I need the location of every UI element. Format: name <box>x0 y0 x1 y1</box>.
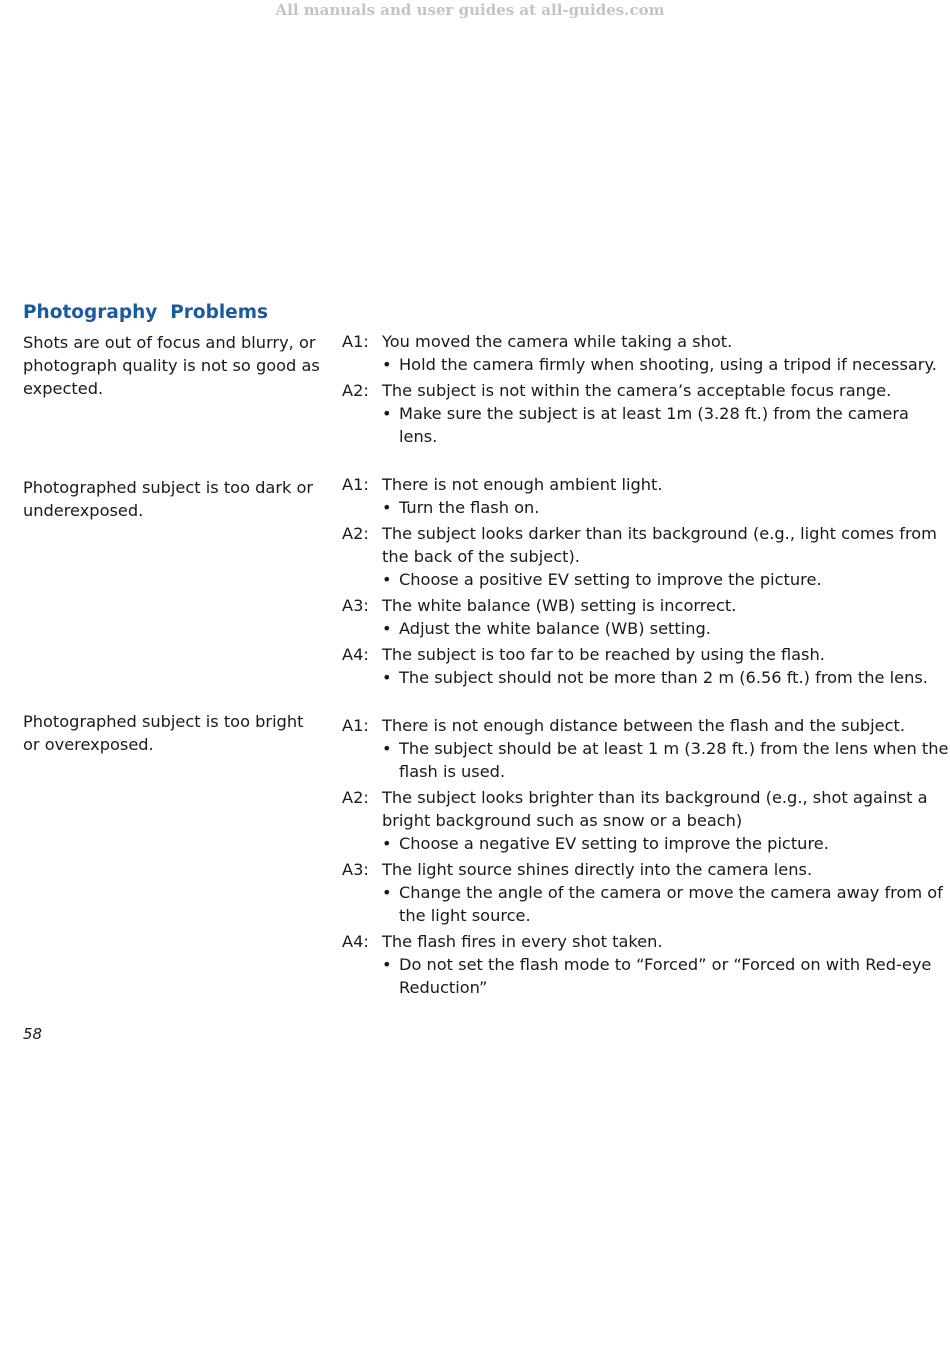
answer-cause: The subject looks brighter than its background (e.g., shot against a bright background such as snow or a beach) <box>382 788 928 830</box>
answer-solution <box>382 666 950 689</box>
answer-label: A1: <box>342 716 369 735</box>
bullet-icon: • <box>382 404 392 423</box>
answer-label: A1: <box>342 332 369 351</box>
answer-list <box>342 330 950 451</box>
answer-label: A4: <box>342 645 369 664</box>
solution-text: The subject should be at least 1 m (3.28 ft.) from the lens when the flash is used. <box>399 739 949 781</box>
answer-cause: There is not enough distance between the flash and the subject. <box>382 716 905 735</box>
answer-cause: You moved the camera while taking a shot. <box>382 332 733 351</box>
solution-text: Do not set the flash mode to “Forced” or “Forced on with Red-eye Reduction” <box>399 955 932 997</box>
answer-label: A1: <box>342 475 369 494</box>
answer-list <box>342 714 950 1002</box>
answer-cause: The subject looks darker than its background (e.g., light comes from the back of the subject). <box>382 524 937 566</box>
answer-solution <box>382 832 950 855</box>
answer-solution <box>382 402 950 448</box>
answer-label: A3: <box>342 596 369 615</box>
answer-item <box>342 473 950 519</box>
answer-cause: The subject is not within the camera’s acceptable focus range. <box>382 381 892 400</box>
answer-label: A4: <box>342 932 369 951</box>
bullet-icon: • <box>382 739 392 758</box>
answer-solution <box>382 353 950 376</box>
answer-cause: The white balance (WB) setting is incorrect. <box>382 596 737 615</box>
answer-label: A3: <box>342 860 369 879</box>
bullet-icon: • <box>382 355 392 374</box>
bullet-icon: • <box>382 834 392 853</box>
answer-solution <box>382 737 950 783</box>
answer-item <box>342 930 950 999</box>
answer-solution <box>382 617 950 640</box>
answer-label: A2: <box>342 524 369 543</box>
solution-text: Adjust the white balance (WB) setting. <box>399 619 711 638</box>
answer-solution <box>382 881 950 927</box>
answer-cause: The subject is too far to be reached by using the flash. <box>382 645 825 664</box>
answer-solution <box>382 496 950 519</box>
answer-item <box>342 786 950 855</box>
solution-text: Choose a negative EV setting to improve the picture. <box>399 834 829 853</box>
solution-text: Hold the camera firmly when shooting, using a tripod if necessary. <box>399 355 937 374</box>
problem-description: Photographed subject is too dark or underexposed. <box>23 478 314 520</box>
answer-solution <box>382 953 950 999</box>
answer-cause: The light source shines directly into the camera lens. <box>382 860 813 879</box>
solution-text: Turn the flash on. <box>399 498 540 517</box>
answer-list <box>342 473 950 692</box>
problem-description: Shots are out of focus and blurry, or photograph quality is not so good as expected. <box>23 333 320 398</box>
answer-item <box>342 330 950 376</box>
watermark-text: All manuals and user guides at all-guides.com <box>275 1 665 19</box>
answer-item <box>342 643 950 689</box>
answer-label: A2: <box>342 788 369 807</box>
bullet-icon: • <box>382 619 392 638</box>
answer-label: A2: <box>342 381 369 400</box>
bullet-icon: • <box>382 955 392 974</box>
answer-item <box>342 594 950 640</box>
answer-cause: The flash fires in every shot taken. <box>382 932 663 951</box>
answer-item <box>342 714 950 783</box>
section-title: Photography Problems <box>23 302 269 323</box>
bullet-icon: • <box>382 570 392 589</box>
answer-solution <box>382 568 950 591</box>
answer-item <box>342 522 950 591</box>
solution-text: The subject should not be more than 2 m (6.56 ft.) from the lens. <box>399 668 928 687</box>
problem-description: Photographed subject is too bright or overexposed. <box>23 712 304 754</box>
solution-text: Change the angle of the camera or move the camera away from of the light source. <box>399 883 943 925</box>
answer-cause: There is not enough ambient light. <box>382 475 663 494</box>
answer-item <box>342 858 950 927</box>
page-number: 58 <box>23 1025 43 1043</box>
solution-text: Make sure the subject is at least 1m (3.28 ft.) from the camera lens. <box>399 404 909 446</box>
solution-text: Choose a positive EV setting to improve the picture. <box>399 570 822 589</box>
bullet-icon: • <box>382 498 392 517</box>
bullet-icon: • <box>382 668 392 687</box>
bullet-icon: • <box>382 883 392 902</box>
answer-item <box>342 379 950 448</box>
